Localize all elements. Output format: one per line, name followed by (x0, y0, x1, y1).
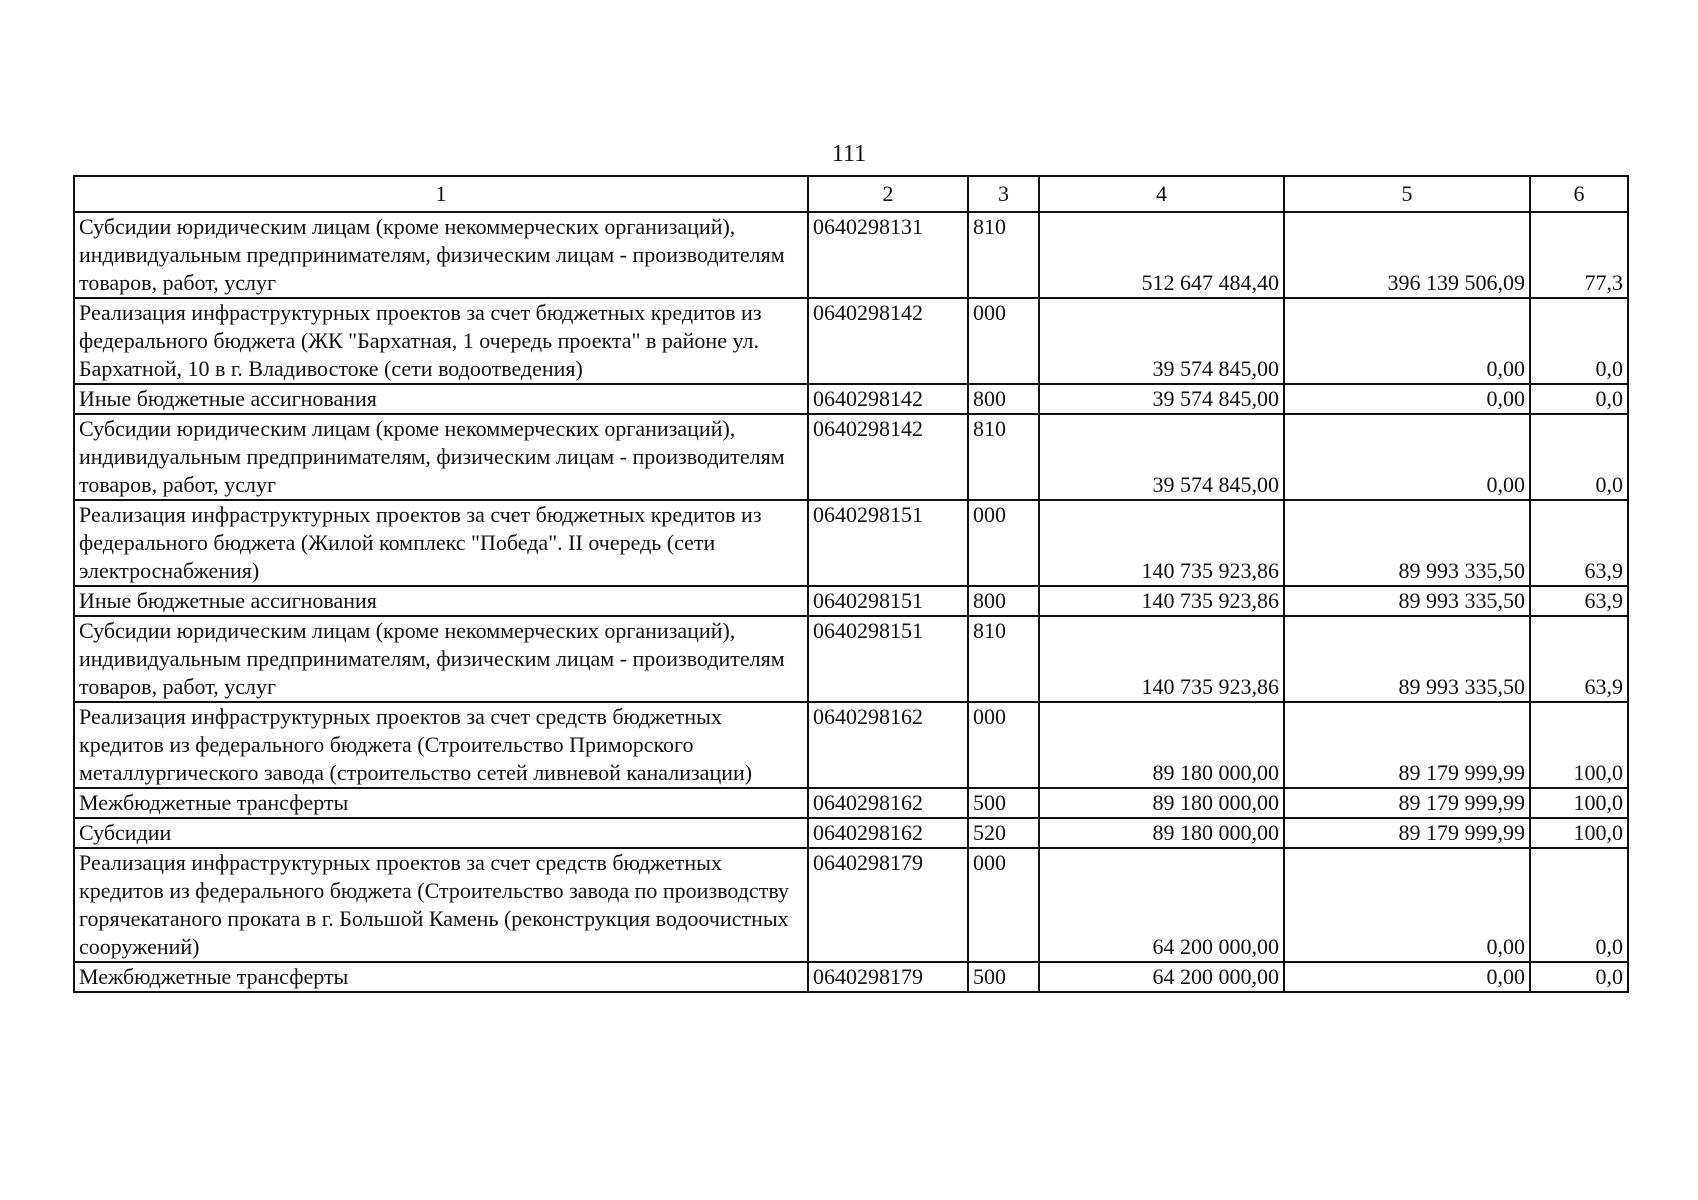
page-number: 111 (831, 141, 867, 167)
row-col-6: 0,0 (1530, 848, 1628, 962)
row-col-5: 396 139 506,09 (1284, 212, 1530, 298)
row-name: Реализация инфраструктурных проектов за счет бюджетных кредитов из федерального бюджета (ЖК "Бархатная, 1 очередь проекта" в районе ул. Бархатной, 10 в г. Владивостоке (сети водоотведения) (74, 298, 808, 384)
row-code: 0640298162 (808, 818, 968, 848)
row-col-4: 140 735 923,86 (1039, 500, 1284, 586)
row-type: 810 (968, 616, 1039, 702)
row-code: 0640298151 (808, 586, 968, 616)
row-col-6: 63,9 (1530, 500, 1628, 586)
row-name: Реализация инфраструктурных проектов за счет бюджетных кредитов из федерального бюджета (Жилой комплекс "Победа". II очередь (сети электроснабжения) (74, 500, 808, 586)
table-row (74, 616, 1628, 702)
row-type: 000 (968, 848, 1039, 962)
row-col-4: 64 200 000,00 (1039, 962, 1284, 992)
table-row (74, 586, 1628, 616)
row-name: Иные бюджетные ассигнования (74, 586, 808, 616)
row-name: Субсидии юридическим лицам (кроме некоммерческих организаций), индивидуальным предпринимателям, физическим лицам - производителям товаров, работ, услуг (74, 212, 808, 298)
row-col-6: 0,0 (1530, 414, 1628, 500)
row-col-5: 0,00 (1284, 298, 1530, 384)
row-col-5: 0,00 (1284, 414, 1530, 500)
row-type: 800 (968, 384, 1039, 414)
row-type: 800 (968, 586, 1039, 616)
header-row (74, 176, 1628, 212)
row-code: 0640298162 (808, 702, 968, 788)
row-col-5: 0,00 (1284, 962, 1530, 992)
table-row (74, 702, 1628, 788)
row-name: Субсидии (74, 818, 808, 848)
row-code: 0640298179 (808, 848, 968, 962)
row-col-4: 39 574 845,00 (1039, 384, 1284, 414)
row-code: 0640298151 (808, 616, 968, 702)
row-code: 0640298142 (808, 414, 968, 500)
row-col-4: 512 647 484,40 (1039, 212, 1284, 298)
row-name: Реализация инфраструктурных проектов за счет средств бюджетных кредитов из федерального бюджета (Строительство завода по производству горячекатаного проката в г. Большой Камень (реконструкция водоочистных сооружений) (74, 848, 808, 962)
row-name: Субсидии юридическим лицам (кроме некоммерческих организаций), индивидуальным предпринимателям, физическим лицам - производителям товаров, работ, услуг (74, 616, 808, 702)
header-col-1: 1 (74, 176, 808, 212)
row-code: 0640298142 (808, 298, 968, 384)
table-row (74, 414, 1628, 500)
row-col-5: 89 179 999,99 (1284, 788, 1530, 818)
row-col-4: 140 735 923,86 (1039, 586, 1284, 616)
row-type: 000 (968, 702, 1039, 788)
row-code: 0640298179 (808, 962, 968, 992)
row-code: 0640298151 (808, 500, 968, 586)
row-name: Реализация инфраструктурных проектов за счет средств бюджетных кредитов из федерального бюджета (Строительство Приморского металлургического завода (строительство сетей ливневой канализации) (74, 702, 808, 788)
row-name: Субсидии юридическим лицам (кроме некоммерческих организаций), индивидуальным предпринимателям, физическим лицам - производителям товаров, работ, услуг (74, 414, 808, 500)
row-name: Межбюджетные трансферты (74, 788, 808, 818)
row-code: 0640298162 (808, 788, 968, 818)
row-code: 0640298131 (808, 212, 968, 298)
row-col-5: 89 993 335,50 (1284, 500, 1530, 586)
row-col-5: 89 993 335,50 (1284, 616, 1530, 702)
row-type: 000 (968, 500, 1039, 586)
row-col-5: 89 179 999,99 (1284, 702, 1530, 788)
table-row (74, 298, 1628, 384)
row-type: 810 (968, 212, 1039, 298)
header-col-2: 2 (808, 176, 968, 212)
row-col-6: 100,0 (1530, 818, 1628, 848)
row-col-6: 0,0 (1530, 298, 1628, 384)
row-type: 810 (968, 414, 1039, 500)
table-row (74, 788, 1628, 818)
header-col-5: 5 (1284, 176, 1530, 212)
table-row (74, 500, 1628, 586)
row-col-4: 140 735 923,86 (1039, 616, 1284, 702)
row-col-6: 100,0 (1530, 702, 1628, 788)
header-col-4: 4 (1039, 176, 1284, 212)
budget-table (73, 175, 1629, 993)
row-col-4: 89 180 000,00 (1039, 788, 1284, 818)
header-col-6: 6 (1530, 176, 1628, 212)
row-col-6: 0,0 (1530, 384, 1628, 414)
row-name: Иные бюджетные ассигнования (74, 384, 808, 414)
row-col-6: 63,9 (1530, 586, 1628, 616)
row-type: 000 (968, 298, 1039, 384)
row-col-6: 100,0 (1530, 788, 1628, 818)
row-col-4: 89 180 000,00 (1039, 702, 1284, 788)
row-col-6: 0,0 (1530, 962, 1628, 992)
row-col-4: 39 574 845,00 (1039, 414, 1284, 500)
row-col-5: 0,00 (1284, 848, 1530, 962)
row-type: 520 (968, 818, 1039, 848)
table-row (74, 212, 1628, 298)
row-col-4: 39 574 845,00 (1039, 298, 1284, 384)
header-col-3: 3 (968, 176, 1039, 212)
row-col-5: 89 179 999,99 (1284, 818, 1530, 848)
table-row (74, 962, 1628, 992)
row-name: Межбюджетные трансферты (74, 962, 808, 992)
row-code: 0640298142 (808, 384, 968, 414)
row-col-6: 77,3 (1530, 212, 1628, 298)
row-col-4: 89 180 000,00 (1039, 818, 1284, 848)
table-row (74, 848, 1628, 962)
row-type: 500 (968, 962, 1039, 992)
row-col-4: 64 200 000,00 (1039, 848, 1284, 962)
row-col-5: 0,00 (1284, 384, 1530, 414)
table-row (74, 818, 1628, 848)
table-row (74, 384, 1628, 414)
row-col-6: 63,9 (1530, 616, 1628, 702)
row-col-5: 89 993 335,50 (1284, 586, 1530, 616)
row-type: 500 (968, 788, 1039, 818)
